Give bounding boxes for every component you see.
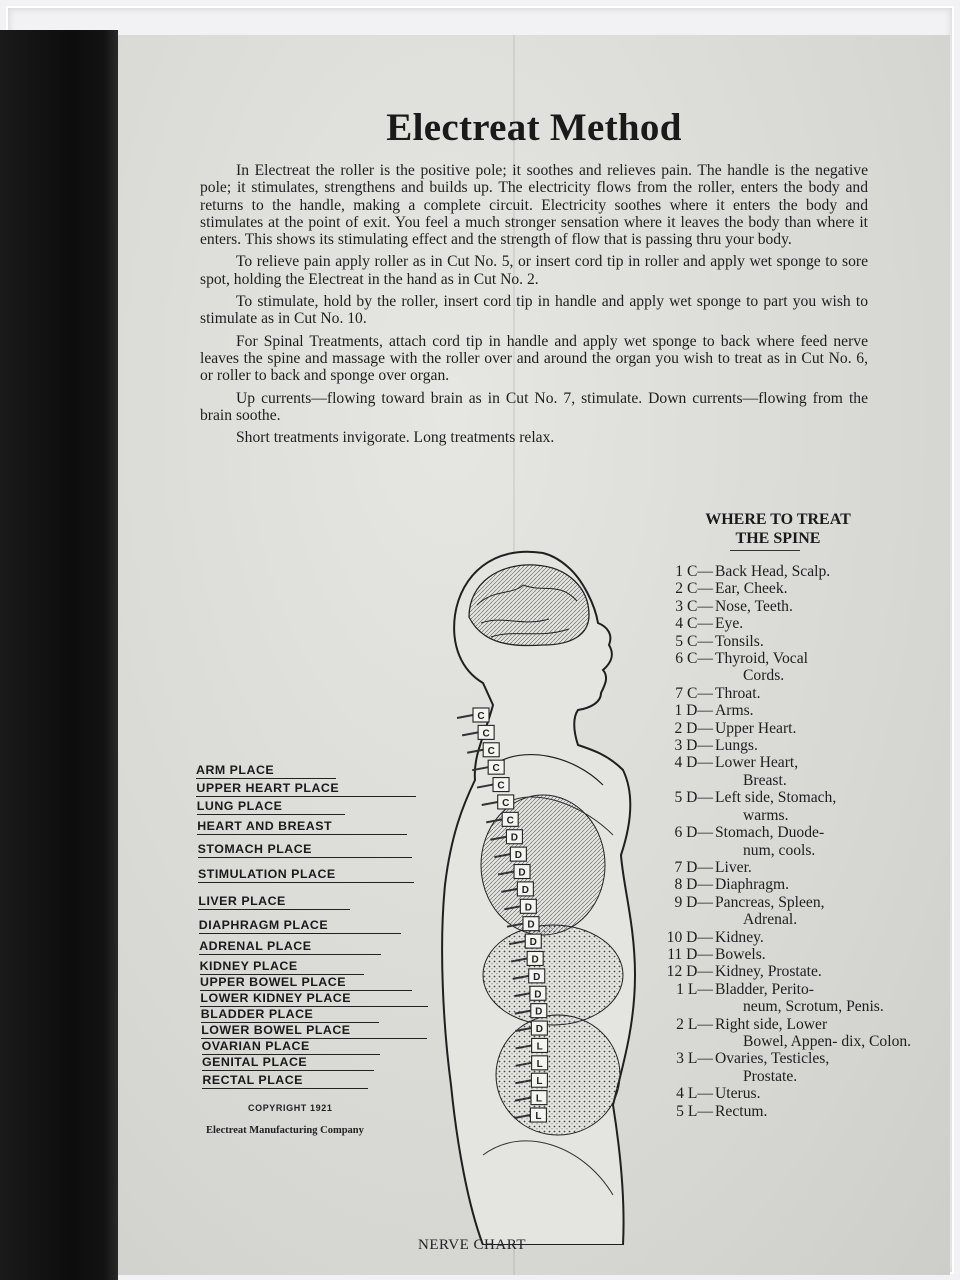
place-label: ADRENAL PLACE: [199, 939, 381, 955]
vertebra: [457, 708, 489, 722]
paragraph-treatment-length: Short treatments invigorate. Long treatments relax.: [236, 429, 555, 447]
nerve-chart-figure: [373, 505, 653, 1245]
vertebra-code: 1 D—: [674, 702, 713, 720]
chart-caption: NERVE CHART: [418, 1237, 526, 1253]
spine-item: [643, 720, 923, 737]
spine-item: [643, 894, 923, 929]
paragraph-stimulate: To stimulate, hold by the roller, insert cord tip in handle and apply wet sponge to part you wish to stimulate as in Cut No. 10.: [200, 293, 868, 328]
treatment-area-line2: warms.: [743, 806, 789, 824]
spine-item: [643, 598, 923, 615]
vertebra-code: 3 L—: [676, 1050, 713, 1068]
spine-item: [643, 685, 923, 702]
vertebra-label: D: [535, 1006, 543, 1018]
treatment-area-line1: Left side, Stomach,: [715, 789, 837, 807]
treatment-area-line1: Right side, Lower: [715, 1015, 828, 1033]
treatment-area-line1: Back Head, Scalp.: [715, 563, 831, 580]
vertebra-label: D: [521, 884, 529, 896]
vertebra-code: 2 L—: [676, 1015, 713, 1033]
spine-item: [643, 1085, 923, 1102]
vertebra-label: L: [535, 1111, 542, 1122]
place-label: UPPER BOWEL PLACE: [200, 975, 412, 991]
treatment-area-line1: Stomach, Duode-: [715, 824, 825, 842]
treatment-area-line1: Arms.: [715, 702, 754, 720]
vertebra-label: C: [506, 815, 514, 827]
place-label: OVARIAN PLACE: [202, 1039, 380, 1055]
spine-item: [643, 981, 923, 1016]
vertebra: [467, 743, 499, 757]
vertebra-code: 2 D—: [674, 719, 713, 737]
spine-item: [643, 1103, 923, 1120]
vertebra-code: 5 D—: [674, 789, 713, 807]
vertebra-code: 5 L—: [676, 1102, 713, 1120]
spinous-process: [457, 715, 473, 718]
spine-item: [643, 929, 923, 946]
treatment-area: [715, 1050, 923, 1085]
spine-item: [643, 946, 923, 963]
spine-item: [643, 702, 923, 719]
vertebra-label: C: [482, 728, 490, 740]
vertebra-label: C: [477, 711, 485, 722]
spine-item: [643, 1050, 923, 1085]
vertebra-code: 9 D—: [674, 893, 713, 911]
treatment-area-line1: Liver.: [715, 858, 752, 876]
place-label: DIAPHRAGM PLACE: [199, 918, 401, 934]
treatment-area-line2: Breast.: [743, 771, 787, 789]
vertebra-label: D: [524, 902, 532, 914]
paragraph-poles: In Electreat the roller is the positive pole; it soothes and relieves pain. The handle is the negative pole; it stimulates, strengthens and builds up. The electricity flows from the roller, enters the body and returns to the handle, making a complete circuit. Electricity soothes where it enters the body and stimulates at the point of exit. You feel a much stronger sensation where it leaves the body than where it enters. This shows its stimulating effect and the strength of flow that is passing thru your body.: [200, 162, 868, 249]
vertebra-code: 4 D—: [674, 754, 713, 772]
paragraph-relieve-pain: To relieve pain apply roller as in Cut No. 5, or insert cord tip in roller and apply wet sponge to sore spot, holding the Electreat in the hand as in Cut No. 2.: [200, 253, 868, 288]
vertebra-code: 12 D—: [666, 963, 713, 981]
treatment-area-line1: Bowels.: [715, 945, 766, 963]
intro-text: [200, 162, 868, 451]
spine-item: [643, 580, 923, 597]
treatment-area-line1: Tonsils.: [715, 632, 764, 650]
treatment-area-line1: Lower Heart,: [715, 754, 799, 772]
treatment-area-line1: Pancreas, Spleen,: [715, 893, 825, 911]
treatment-area: [715, 1103, 923, 1120]
paragraph-spinal-treatments: For Spinal Treatments, attach cord tip in handle and apply wet sponge to back where feed nerve leaves the spine and massage with the roller over and around the organ you wish to treat as in Cut No. 6, or roller to back and sponge over organ.: [200, 332, 868, 385]
vertebra-label: L: [536, 1058, 543, 1070]
treatment-area: [715, 598, 923, 615]
vertebra-code: 1 L—: [676, 980, 713, 998]
company-name: Electreat Manufacturing Company: [206, 1125, 364, 1136]
vertebra-label: D: [514, 850, 522, 862]
treatment-area: [715, 963, 923, 980]
book-spine-shadow: [0, 30, 118, 1280]
place-label: ARM PLACE: [196, 763, 336, 779]
vertebra-code: 7 C—: [675, 684, 713, 702]
place-label: LIVER PLACE: [198, 894, 350, 910]
spine-item: [643, 563, 923, 580]
vertebra-code: 3 C—: [675, 597, 713, 615]
document-page: [118, 35, 950, 1275]
place-label: BLADDER PLACE: [201, 1007, 379, 1023]
treatment-area: [715, 650, 923, 685]
treatment-area-line1: Kidney, Prostate.: [715, 963, 822, 981]
spine-item: [643, 615, 923, 632]
spine-treatment-list: [643, 563, 923, 1120]
treatment-area: [715, 929, 923, 946]
treatment-area: [715, 580, 923, 597]
vertebra-label: D: [534, 989, 542, 1001]
spine-item: [643, 789, 923, 824]
treatment-area: [715, 702, 923, 719]
copyright-notice: COPYRIGHT 1921: [248, 1103, 333, 1113]
spine-item: [643, 1016, 923, 1051]
treatment-area: [715, 685, 923, 702]
treatment-area-line1: Diaphragm.: [715, 876, 790, 894]
spine-item: [643, 754, 923, 789]
treatment-area-line1: Eye.: [715, 615, 744, 633]
vertebra-label: D: [533, 971, 541, 983]
vertebra-label: L: [536, 1041, 543, 1053]
place-label: LOWER BOWEL PLACE: [201, 1023, 427, 1039]
vertebra-label: D: [535, 1024, 543, 1036]
vertebra-code: 10 D—: [666, 928, 713, 946]
place-label: RECTAL PLACE: [202, 1073, 368, 1089]
treatment-area: [715, 633, 923, 650]
place-label: STOMACH PLACE: [198, 842, 412, 858]
vertebra-code: 4 L—: [676, 1085, 713, 1103]
paragraph-currents: Up currents—flowing toward brain as in Cut No. 7, stimulate. Down currents—flowing from the brain soothe.: [200, 389, 868, 424]
page-title: Electreat Method: [386, 106, 682, 149]
place-label: KIDNEY PLACE: [200, 959, 364, 975]
place-label: STIMULATION PLACE: [198, 867, 414, 883]
vertebra-label: C: [502, 797, 510, 809]
treatment-area: [715, 789, 923, 824]
treatment-area: [715, 876, 923, 893]
treatment-area: [715, 737, 923, 754]
vertebra-code: 6 C—: [675, 650, 713, 668]
vertebra-label: D: [529, 937, 537, 949]
vertebra-label: D: [527, 919, 535, 931]
treatment-area-line1: Nose, Teeth.: [715, 597, 793, 615]
vertebra-label: L: [536, 1076, 543, 1088]
treatment-area: [715, 824, 923, 859]
treatment-area: [715, 859, 923, 876]
spine-item: [643, 876, 923, 893]
vertebra-label: C: [487, 745, 495, 757]
treatment-area: [715, 1085, 923, 1102]
treatment-area-line1: Uterus.: [715, 1085, 761, 1103]
vertebra-label: L: [535, 1093, 543, 1105]
treatment-area-line2: num, cools.: [743, 841, 816, 859]
treatment-area-line2: Adrenal.: [743, 911, 798, 929]
treatment-area: [715, 981, 923, 1016]
place-label: HEART AND BREAST: [197, 819, 407, 835]
vertebra-code: 4 C—: [675, 615, 713, 633]
spine-item: [643, 650, 923, 685]
spine-item: [643, 859, 923, 876]
place-label: GENITAL PLACE: [202, 1055, 374, 1071]
vertebra-label: D: [531, 954, 539, 966]
treatment-area-line1: Ovaries, Testicles,: [715, 1050, 830, 1068]
treatment-area-line1: Kidney.: [715, 928, 764, 946]
treatment-area-line2: Prostate.: [743, 1067, 798, 1085]
vertebra-code: 5 C—: [675, 632, 713, 650]
treatment-area: [715, 1016, 923, 1051]
spine-heading-rule: [730, 550, 800, 551]
vertebra-code: 6 D—: [674, 824, 713, 842]
treatment-area: [715, 615, 923, 632]
vertebra-code: 7 D—: [674, 858, 713, 876]
vertebra-code: 11 D—: [667, 945, 713, 963]
vertebra-label: D: [518, 867, 526, 879]
spine-heading: WHERE TO TREAT THE SPINE: [705, 511, 851, 547]
place-label: LOWER KIDNEY PLACE: [200, 991, 428, 1007]
treatment-area: [715, 946, 923, 963]
treatment-area-line1: Thyroid, Vocal: [715, 650, 808, 668]
treatment-area-line2: Cords.: [743, 667, 785, 685]
treatment-area-line2: Bowel, Appen- dix, Colon.: [743, 1032, 912, 1050]
spine-item: [643, 737, 923, 754]
place-label: LUNG PLACE: [197, 799, 345, 815]
treatment-area: [715, 563, 923, 580]
treatment-area-line1: Upper Heart.: [715, 719, 797, 737]
treatment-area-line1: Bladder, Perito-: [715, 980, 814, 998]
spine-item: [643, 633, 923, 650]
treatment-area: [715, 754, 923, 789]
vertebra-code: 3 D—: [674, 737, 713, 755]
vertebra-label: C: [497, 780, 505, 792]
place-label: UPPER HEART PLACE: [196, 781, 416, 797]
treatment-area: [715, 894, 923, 929]
vertebra-label: D: [510, 832, 519, 844]
treatment-area-line1: Throat.: [715, 684, 761, 702]
vertebra-code: 2 C—: [675, 580, 713, 598]
treatment-area-line1: Rectum.: [715, 1102, 768, 1120]
spine-item: [643, 963, 923, 980]
vertebra-code: 8 D—: [674, 876, 713, 894]
spine-item: [643, 824, 923, 859]
treatment-area-line1: Ear, Cheek.: [715, 580, 788, 598]
treatment-area-line2: neum, Scrotum, Penis.: [743, 998, 884, 1016]
vertebra: [462, 725, 494, 739]
spinous-process: [462, 732, 478, 735]
treatment-area: [715, 720, 923, 737]
treatment-area-line1: Lungs.: [715, 737, 758, 755]
vertebra-label: C: [492, 763, 500, 775]
vertebra-code: 1 C—: [675, 563, 713, 580]
